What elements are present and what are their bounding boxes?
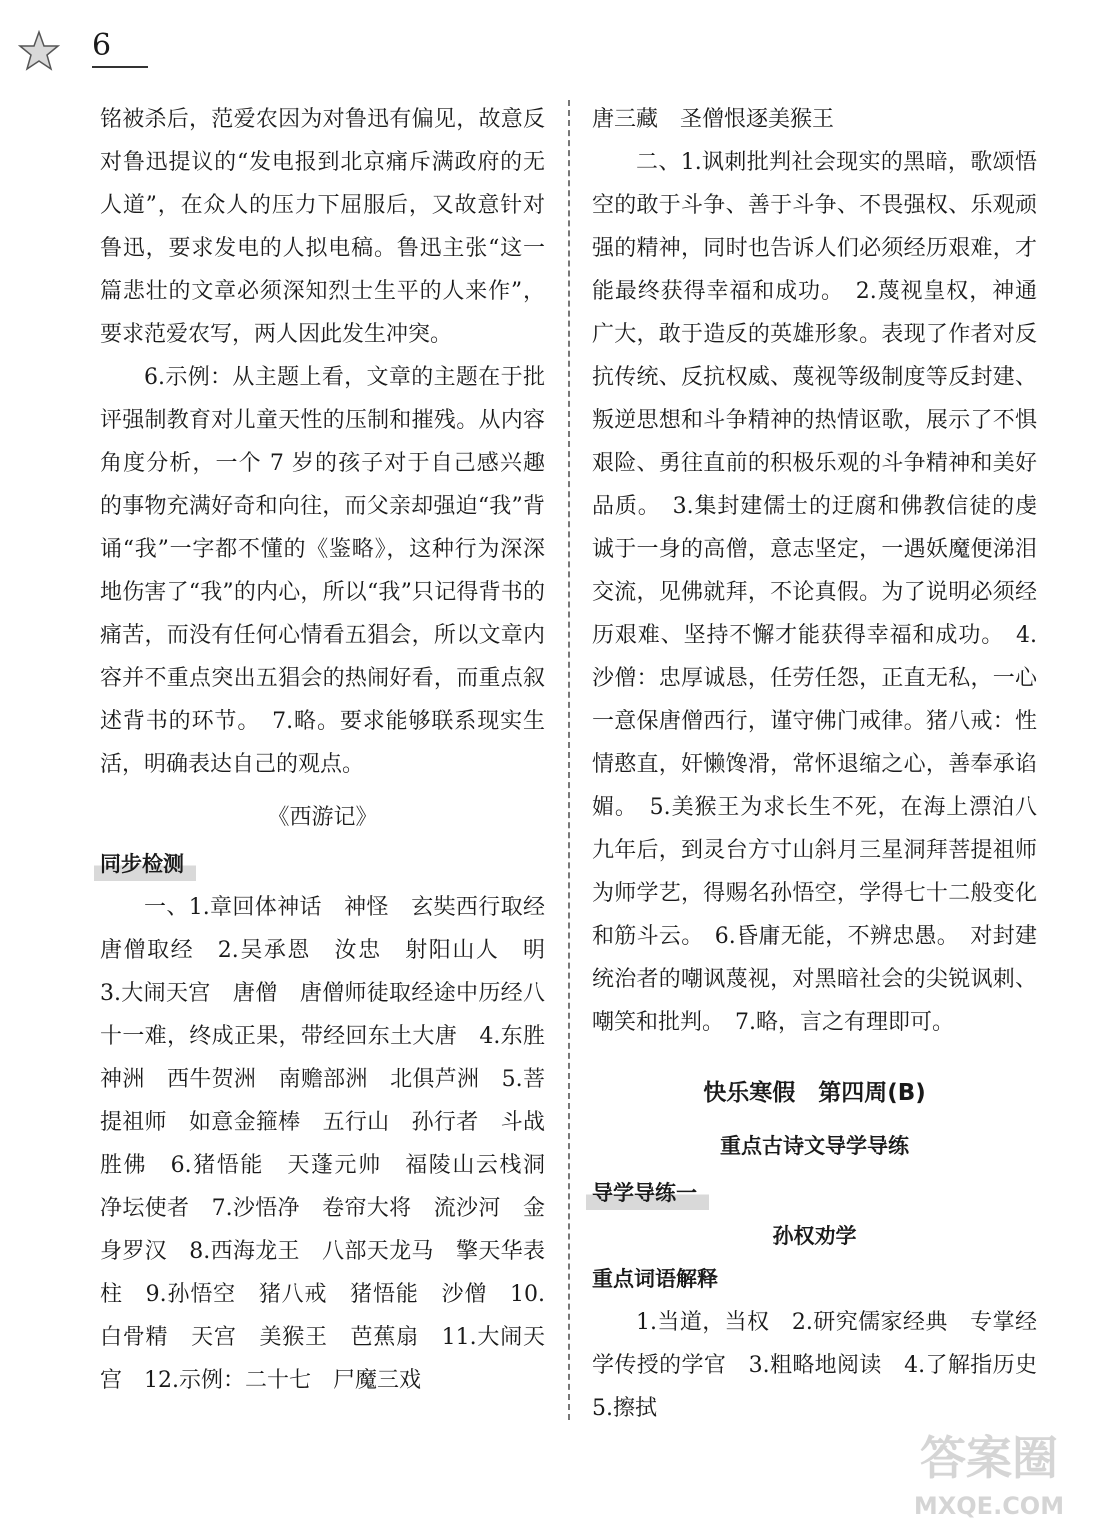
section-label-daoxue: 导学导练一 [586,1176,709,1210]
lesson-title: 孙权劝学 [772,1224,857,1248]
column-divider [568,100,570,1420]
watermark-url: MXQE.COM [913,1492,1065,1520]
right-column [592,98,1060,1430]
right-paragraph-2: 二、1.讽刺批判社会现实的黑暗，歌颂悟空的敢于斗争、善于斗争、不畏强权、乐观顽强的精神，同时也告诉人们必须经历艰难，才能最终获得幸福和成功。 2.蔑视皇权，神通广大，敢于造反的英雄形象。表现了作者对反抗传统、反抗权威、蔑视等级制度等反封建、叛逆思想和斗争精神的热情讴歌，展示了不惧艰险、勇往直前的积极乐观的斗争精神和美好品质。 3.集封建儒士的迂腐和佛教信徒的虔诚于一身的高僧，意志坚定，一遇妖魔便涕泪交流，见佛就拜，不论真假。为了说明必须经历艰难、坚持不懈才能获得幸福和成功。 4.沙僧：忠厚诚恳，任劳任怨，正直无私，一心一意保唐僧西行，谨守佛门戒律。猪八戒：性情憨直，奸懒馋滑，常怀退缩之心，善奉承谄媚。 5.美猴王为求长生不死，在海上漂泊八九年后，到灵台方寸山斜月三星洞拜菩提祖师为师学艺，得赐名孙悟空，学得七十二般变化和筋斗云。 6.昏庸无能，不辨忠愚。 对封建统治者的嘲讽蔑视，对黑暗社会的尖锐讽刺、嘲笑和批判。 7.略，言之有理即可。 [592,150,1037,1035]
book-title: 《西游记》 [267,805,378,830]
star-icon [18,30,60,72]
vocab-label: 重点词语解释 [592,1267,718,1291]
header-rule [92,66,148,68]
left-paragraph-1: 铭被杀后，范爱农因为对鲁迅有偏见，故意反对鲁迅提议的“发电报到北京痛斥满政府的无人道”，在众人的压力下屈服后，又故意针对鲁迅，要求发电的人拟电稿。鲁迅主张“这一篇悲壮的文章必须深知烈士生平的人来作”，要求范爱农写，两人因此发生冲突。 [100,107,545,347]
guide-heading: 重点古诗文导学导练 [720,1134,909,1158]
left-answers: 一、1.章回体神话 神怪 玄奘西行取经 唐僧取经 2.吴承恩 汝忠 射阳山人 明 3.大闹天宫 唐僧 唐僧师徒取经途中历经八十一难，终成正果，带经回东土大唐 4.东胜神洲 西牛贺洲 南赡部洲 北俱芦洲 5.菩提祖师 如意金箍棒 五行山 孙行者 斗战胜佛 6.猪悟能 天蓬元帅 福陵山云栈洞 净坛使者 7.沙悟净 卷帘大将 流沙河 金身罗汉 8.西海龙王 八部天龙马 擎天华表柱 9.孙悟空 猪八戒 猪悟能 沙僧 10.白骨精 天宫 美猴王 芭蕉扇 11.大闹天宫 12.示例：二十七 尸魔三戏 [100,895,568,1393]
left-column [100,98,568,1402]
right-paragraph-1: 唐三藏 圣僧恨逐美猴王 [592,107,835,132]
watermark-mark: 答案圈 [920,1431,1058,1485]
watermark-logo [889,1416,1089,1526]
vocab-answers: 1.当道，当权 2.研究儒家经典 专掌经学传授的学官 3.粗略地阅读 4.了解指历史 5.擦拭 [592,1310,1060,1421]
week-heading: 快乐寒假 第四周(B) [703,1080,926,1106]
left-paragraph-2: 6.示例：从主题上看，文章的主题在于批评强制教育对儿童天性的压制和摧残。从内容角度分析，一个 7 岁的孩子对于自己感兴趣的事物充满好奇和向往，而父亲却强迫“我”背诵“我”一字都不懂的《鉴略》，这种行为深深地伤害了“我”的内心，所以“我”只记得背书的痛苦，而没有任何心情看五猖会，所以文章内容并不重点突出五猖会的热闹好看，而重点叙述背书的环节。 7.略。要求能够联系现实生活，明确表达自己的观点。 [100,365,545,777]
page-number: 6 [92,28,112,63]
section-label-tongbu: 同步检测 [94,847,196,881]
